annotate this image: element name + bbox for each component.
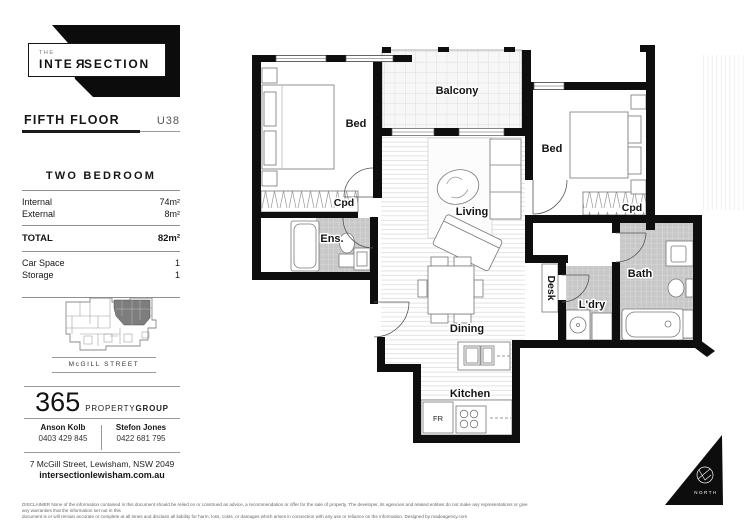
- agency-word-bold: GROUP: [135, 404, 169, 413]
- ensuite-toilet-tank: [339, 254, 355, 267]
- unit-number: U38: [156, 115, 180, 127]
- balcony-post: [438, 47, 449, 52]
- burner: [470, 420, 478, 428]
- label-kitchen: Kitchen: [449, 388, 491, 400]
- logo-name-part2: R: [73, 56, 85, 71]
- wall: [373, 55, 382, 198]
- services-duct: [683, 310, 693, 338]
- wall: [693, 215, 702, 346]
- address-line: 7 McGill Street, Lewisham, NSW 2049: [29, 459, 175, 469]
- label-bed2: Bed: [541, 143, 563, 155]
- detail-label: Internal: [22, 197, 53, 207]
- dining-table: [428, 266, 474, 314]
- toilet-tank: [686, 279, 693, 297]
- burner: [470, 410, 478, 418]
- dining-chair: [474, 280, 483, 297]
- cooktop: [456, 406, 486, 433]
- bathtub-drain: [665, 321, 671, 327]
- sink-bowl-inner: [483, 348, 492, 363]
- wall: [525, 215, 702, 223]
- bed2-bed: [570, 112, 628, 178]
- label-living: Living: [455, 206, 489, 218]
- logo-name-part3: SECTION: [84, 56, 150, 71]
- detail-label: External: [22, 209, 56, 219]
- laundry-drain: [577, 324, 580, 327]
- label-dining: Dining: [449, 323, 485, 335]
- agent-phone: 0422 681 795: [116, 434, 166, 443]
- wall: [252, 55, 261, 280]
- burner: [460, 410, 468, 418]
- shower-tray: [294, 224, 316, 268]
- detail-value: 1: [174, 270, 180, 280]
- wall: [261, 212, 358, 218]
- dining-chair: [431, 314, 448, 323]
- label-fridge: FR: [433, 414, 443, 423]
- label-desk: Desk: [545, 275, 557, 301]
- dining-chair: [454, 257, 471, 266]
- logo-the: THE: [39, 49, 55, 56]
- wall: [377, 337, 385, 372]
- door-jamb: [504, 128, 531, 136]
- wall: [512, 340, 702, 348]
- agency-logo-number: 365: [35, 387, 81, 417]
- agent-name: Anson Kolb: [40, 423, 86, 432]
- wall: [413, 364, 421, 443]
- wall: [252, 272, 378, 280]
- total-value: 82m²: [157, 233, 180, 244]
- sink-bowl-inner: [466, 348, 478, 363]
- door-jamb: [434, 128, 459, 136]
- balcony-post: [382, 47, 391, 53]
- ensuite-basin: [357, 252, 367, 266]
- bedside-table: [262, 68, 277, 83]
- toilet-bowl: [668, 279, 684, 297]
- total-label: TOTAL: [22, 233, 53, 244]
- balcony-post: [504, 47, 515, 52]
- north-marker: [665, 435, 723, 505]
- dining-chair: [431, 257, 448, 266]
- logo-name-part1: INTE: [39, 56, 74, 71]
- tv-unit: [490, 139, 521, 219]
- street-label: McGILL STREET: [68, 361, 140, 368]
- adjacent-unit-hatch: [700, 55, 745, 210]
- website-link[interactable]: intersectionlewisham.com.au: [39, 470, 165, 480]
- label-cpd1: Cpd: [333, 197, 355, 209]
- pillow: [264, 92, 276, 126]
- detail-value: 74m²: [159, 197, 180, 207]
- wall: [558, 300, 566, 342]
- disclaimer-line2: document is or will remain accurate or complete at all times and disclaim all liability for harm, loss, costs, or damages which arises in connection with any use or reliance on the information. Designed by madeagency.com: [22, 514, 468, 519]
- bath-basin: [671, 246, 686, 262]
- agent-name: Stefon Jones: [115, 423, 167, 432]
- detail-label: Storage: [22, 270, 54, 280]
- wall: [640, 45, 655, 52]
- bedside-table: [631, 180, 646, 194]
- label-bath: Bath: [627, 268, 653, 280]
- bedside-table: [631, 95, 646, 109]
- wall: [370, 217, 378, 280]
- bed2-door: [533, 180, 567, 214]
- pillow: [264, 131, 276, 165]
- wall: [512, 348, 520, 443]
- detail-label: Car Space: [22, 258, 65, 268]
- wall: [612, 223, 620, 233]
- north-label: NORTH: [694, 490, 718, 495]
- label-bed1: Bed: [345, 118, 367, 130]
- burner: [460, 420, 468, 428]
- wall: [558, 263, 566, 275]
- floor-title: FIFTH FLOOR: [24, 113, 120, 127]
- wall: [370, 277, 378, 304]
- bathtub-inner: [626, 312, 680, 337]
- dining-chair: [418, 280, 427, 297]
- pillow: [628, 147, 641, 174]
- door-jamb: [382, 128, 392, 136]
- wall: [413, 435, 520, 443]
- disclaimer-line1: DISCLAIMER None of the information contained in this document should be relied on or construed as advice, a recommendation or offer for the sale of property. The developer, its agencies and related entities do not make any representations or give any warranties that the information set out in this: [22, 502, 528, 513]
- wall: [646, 45, 655, 230]
- pillow: [628, 116, 641, 143]
- washing-machine: [592, 313, 612, 340]
- label-cpd2: Cpd: [621, 202, 643, 214]
- wall: [525, 255, 568, 263]
- label-balcony: Balcony: [435, 85, 479, 97]
- agent-phone: 0403 429 845: [38, 434, 88, 443]
- wall: [612, 262, 620, 342]
- unit-type-title: TWO BEDROOM: [45, 170, 157, 182]
- bedside-table: [262, 171, 277, 186]
- detail-value: 1: [174, 258, 180, 268]
- dining-chair: [454, 314, 471, 323]
- detail-value: 8m²: [164, 209, 180, 219]
- label-ensuite: Ens.: [320, 233, 344, 245]
- agency-word-regular: PROPERTY: [85, 404, 136, 413]
- label-laundry: L'dry: [578, 299, 606, 311]
